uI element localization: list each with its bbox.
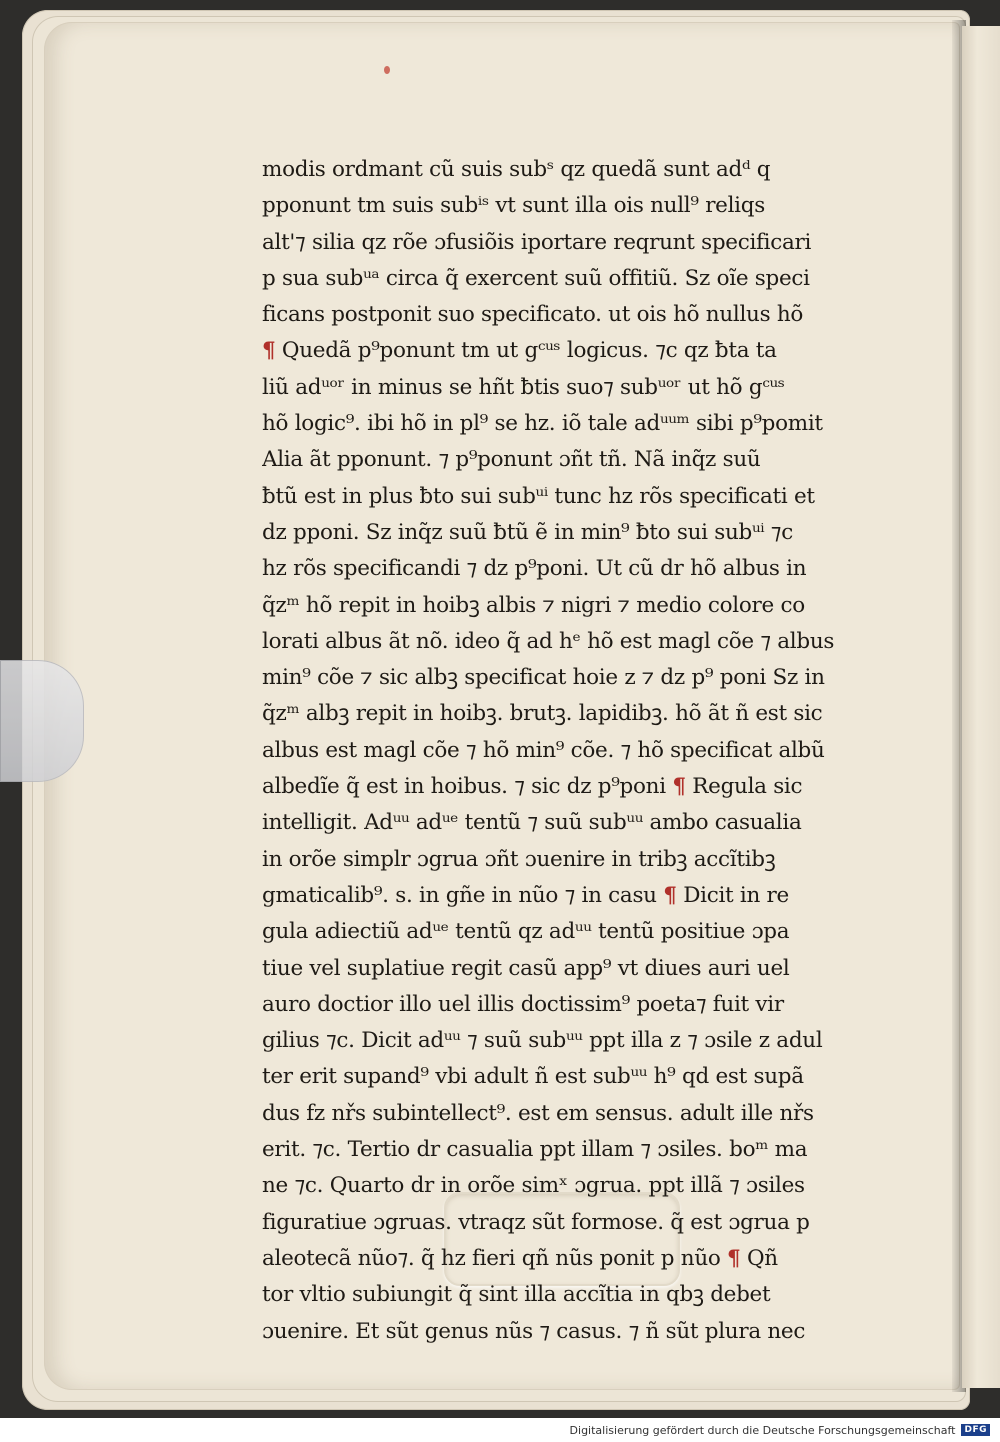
text-line: albedĩe q̃ est in hoibus. ⁊ sic dz p⁹poni ¶ Regula sic bbox=[262, 774, 803, 800]
book-clamp bbox=[0, 660, 84, 782]
footer-bar bbox=[0, 1418, 1000, 1442]
text-line: gilius ⁊c. Dicit adᵘᵘ ⁊ suũ subᵘᵘ ppt illa z ⁊ ɔsile z adul bbox=[262, 1028, 823, 1054]
dfg-logo: DFG bbox=[961, 1424, 990, 1436]
text-line: dus fz nřs subintellect⁹. est em sensus. adult ille nřs bbox=[262, 1100, 814, 1126]
text-line: pponunt tm suis subⁱˢ vt sunt illa ois null⁹ reliqs bbox=[262, 193, 765, 219]
red-ink-mark bbox=[384, 66, 390, 74]
rubricated-pilcrow: ¶ bbox=[262, 338, 276, 364]
text-line: ter erit supand⁹ vbi adult ñ est subᵘᵘ h⁹ qd est supã bbox=[262, 1064, 804, 1090]
text-line: ɔuenire. Et sũt genus nũs ⁊ casus. ⁊ ñ sũt plura nec bbox=[262, 1318, 806, 1344]
text-line: in orõe simplr ɔgrua ɔñt ɔuenire in tribꝫ accĩtibꝫ bbox=[262, 846, 776, 872]
text-line: tiue vel suplatiue regit casũ app⁹ vt diues auri uel bbox=[262, 955, 790, 981]
text-line: modis ordmant cũ suis subˢ qz quedã sunt adᵈ q bbox=[262, 157, 771, 182]
text-line: Alia ãt pponunt. ⁊ p⁹ponunt ɔñt tñ. Nã inq̃z suũ bbox=[262, 447, 761, 473]
rubricated-pilcrow: ¶ bbox=[727, 1245, 741, 1271]
text-line: figuratiue ɔgruas. vtraqz sũt formose. q̃ est ɔgrua p bbox=[262, 1209, 810, 1235]
rubricated-pilcrow: ¶ bbox=[672, 774, 686, 800]
text-line: alt'⁊ silia qz rõe ɔfusiõis iportare reqrunt specificari bbox=[262, 229, 812, 255]
rubricated-pilcrow: ¶ bbox=[663, 882, 677, 908]
text-line: dz pponi. Sz inq̃z suũ ƀtũ ẽ in min⁹ ƀto sui subᵘⁱ ⁊c bbox=[262, 519, 793, 545]
text-line: min⁹ cõe ⁊ sic albꝫ specificat hoie z ⁊ dz p⁹ poni Sz in bbox=[262, 665, 825, 691]
text-line: p sua subᵘᵃ circa q̃ exercent suũ offitiũ. Sz oĩe speci bbox=[262, 265, 810, 291]
text-line: aleotecã nũo⁊. q̃ hz fieri qñ nũs ponit p nũo ¶ Qñ bbox=[262, 1245, 778, 1271]
text-line: hõ logic⁹. ibi hõ in pl⁹ se hz. iõ tale adᵘᵘᵐ sibi p⁹pomit bbox=[262, 411, 823, 437]
funding-credit: Digitalisierung gefördert durch die Deutsche Forschungsgemeinschaft bbox=[569, 1423, 956, 1437]
text-line: tor vltio subiungit q̃ sint illa accĩtia in qbꝫ debet bbox=[262, 1282, 771, 1308]
right-page-edge bbox=[962, 26, 1000, 1388]
text-line: ficans postponit suo specificato. ut ois hõ nullus hõ bbox=[262, 302, 804, 328]
text-line: ¶ Quedã p⁹ponunt tm ut gᶜᵘˢ logicus. ⁊c qz ƀta ta bbox=[262, 338, 777, 364]
text-line: intelligit. Adᵘᵘ adᵘᵉ tentũ ⁊ suũ subᵘᵘ ambo casualia bbox=[262, 810, 802, 836]
text-line: hz rõs specificandi ⁊ dz p⁹poni. Ut cũ dr hõ albus in bbox=[262, 556, 807, 582]
text-line: erit. ⁊c. Tertio dr casualia ppt illam ⁊ ɔsiles. boᵐ ma bbox=[262, 1137, 808, 1163]
text-line: ƀtũ est in plus ƀto sui subᵘⁱ tunc hz rõs specificati et bbox=[262, 483, 815, 509]
text-line: auro doctior illo uel illis doctissim⁹ poeta⁊ fuit vir bbox=[262, 991, 784, 1017]
text-line: liũ adᵘᵒʳ in minus se hñt ƀtis suo⁊ subᵘᵒʳ ut hõ gᶜᵘˢ bbox=[262, 374, 785, 400]
text-line: gmaticalib⁹. s. in gñe in nũo ⁊ in casu ¶ Dicit in re bbox=[262, 882, 789, 908]
text-line: ne ⁊c. Quarto dr in orõe simˣ ɔgrua. ppt illã ⁊ ɔsiles bbox=[262, 1173, 805, 1199]
text-line: albus est magl cõe ⁊ hõ min⁹ cõe. ⁊ hõ specificat albũ bbox=[262, 737, 825, 763]
text-line: gula adiectiũ adᵘᵉ tentũ qz adᵘᵘ tentũ positiue ɔpa bbox=[262, 919, 790, 945]
text-line: q̃zᵐ hõ repit in hoibꝫ albis ⁊ nigri ⁊ medio colore co bbox=[262, 592, 805, 618]
text-line: q̃zᵐ albꝫ repit in hoibꝫ. brutꝫ. lapidibꝫ. hõ ãt ñ est sic bbox=[262, 701, 823, 727]
text-line: lorati albus ãt nõ. ideo q̃ ad hᵉ hõ est magl cõe ⁊ albus bbox=[262, 628, 835, 654]
blackletter-text-block bbox=[262, 152, 872, 1350]
